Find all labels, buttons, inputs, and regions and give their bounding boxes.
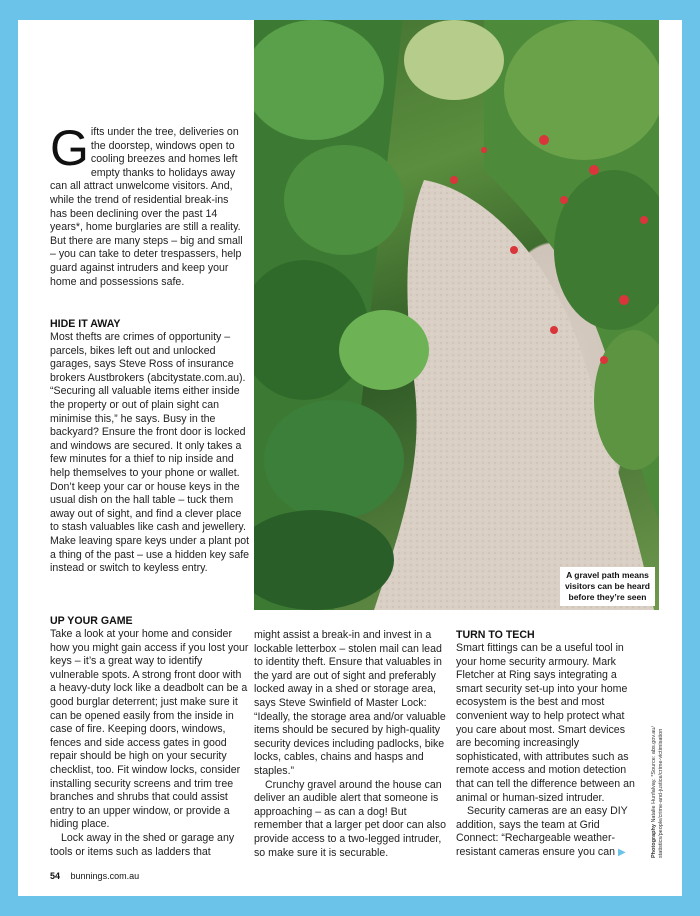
caption-line-2: visitors can be heard xyxy=(564,581,650,591)
section-body xyxy=(456,805,642,859)
section-body: Most thefts are crimes of opportunity – parcels, bikes left out and unlocked garages, says Steve Ross of insurance brokers Austbrokers (abcitystate.com.au). “Securing all valuable items either inside the property or out of plain sight can minimise this,” he says. Busy in the backyard? Ensure the front door is locked and windows are secured. It only takes a few minutes for a thief to nip inside and help themselves to your phone or wallet. Don’t keep your car or house keys in the usual dish on the hall table – tuck them away out of sight, and find a clever place to stash valuables like cash and jewellery. Make leaving spare keys under a plant pot a thing of the past – use a hidden key safe instead or switch to keyless entry. xyxy=(50,331,250,575)
garden-illustration xyxy=(254,20,659,610)
page-footer xyxy=(50,871,139,881)
photo-caption xyxy=(560,567,655,606)
section-heading: UP YOUR GAME xyxy=(50,615,133,627)
section-body-text: Security cameras are an easy DIY addition, says the team at Grid Connect: “Rechargeable weather-resistant cameras ensure you can xyxy=(456,805,628,858)
section-turn-to-tech xyxy=(456,629,642,860)
page-number: 54 xyxy=(50,871,61,881)
credit-line-2: statistics/people/crime-and-justice/crime-victimisation xyxy=(658,728,664,858)
column-two xyxy=(254,629,446,860)
section-heading: HIDE IT AWAY xyxy=(50,318,121,330)
footer-site: bunnings.com.au xyxy=(70,871,140,881)
section-up-your-game xyxy=(50,615,250,859)
credit-label: Photography xyxy=(651,824,657,858)
credit-line-1: Natalie Hunfalvay. *Source: abs.gov.au/ xyxy=(651,726,657,823)
section-hide-it-away xyxy=(50,318,250,576)
caption-line-3: before they’re seen xyxy=(568,592,647,602)
section-heading: TURN TO TECH xyxy=(456,629,535,641)
intro-text: ifts under the tree, deliveries on the doorstep, windows open to cooling breezes and homes left empty thanks to holidays away can all attract unwelcome visitors. And, while the trend of residential break-ins has been declining over the past 14 years*, home burglaries are still a reality. But there are many steps – big and small – you can take to deter trespassers, help guard against intruders and keep your home and possessions safe. xyxy=(50,126,243,288)
continue-arrow-icon: ▶ xyxy=(617,846,626,858)
column-paragraph: might assist a break-in and invest in a lockable letterbox – stolen mail can lead to identity theft. Ensure that valuables in the yard are out of sight and preferably locked away in a shed or storage area, says Steve Swinfield of Master Lock: “Ideally, the storage area and/or valuable items should be secured by high-quality security devices including padlocks, bike locks, cables, chains and hasps and staples.” xyxy=(254,629,446,777)
section-body: Take a look at your home and consider how you might gain access if you lost your keys – it’s a great way to identify vulnerable spots. A strong front door with a heavy-duty lock like a deadbolt can be a good burglar deterrent; just make sure it can be opened easily from the inside in case of fire. Keeping doors, windows, fences and side access gates in good repair should be high on your security checklist, too. Fit window locks, consider installing security screens and trim tree branches and shrubs that could assist entry to an upper window, or provide a hiding place. xyxy=(50,628,249,831)
caption-line-1: A gravel path means xyxy=(566,570,649,580)
magazine-page xyxy=(18,20,682,896)
section-body: Lock away in the shed or garage any tools or items such as ladders that xyxy=(50,831,235,858)
photo-credit xyxy=(651,726,665,858)
column-paragraph: Crunchy gravel around the house can deliver an audible alert that someone is approaching – as can a dog! But remember that a larger pet door can also provide access to a two-legged intruder, so make sure it is securable. xyxy=(254,778,446,859)
intro-paragraph xyxy=(50,120,248,289)
section-body: Smart fittings can be a useful tool in your home security armoury. Mark Fletcher at Ring says integrating a smart security set-up into your home ecosystem is the best and most convenient way to help protect what you care about most. Smart devices are becoming increasingly sophisticated, with attributes such as remote access and motion detection that can tell the difference between an animal or human-sized intruder. xyxy=(456,642,635,804)
garden-path-photo xyxy=(254,20,659,610)
drop-cap: G xyxy=(50,120,89,176)
